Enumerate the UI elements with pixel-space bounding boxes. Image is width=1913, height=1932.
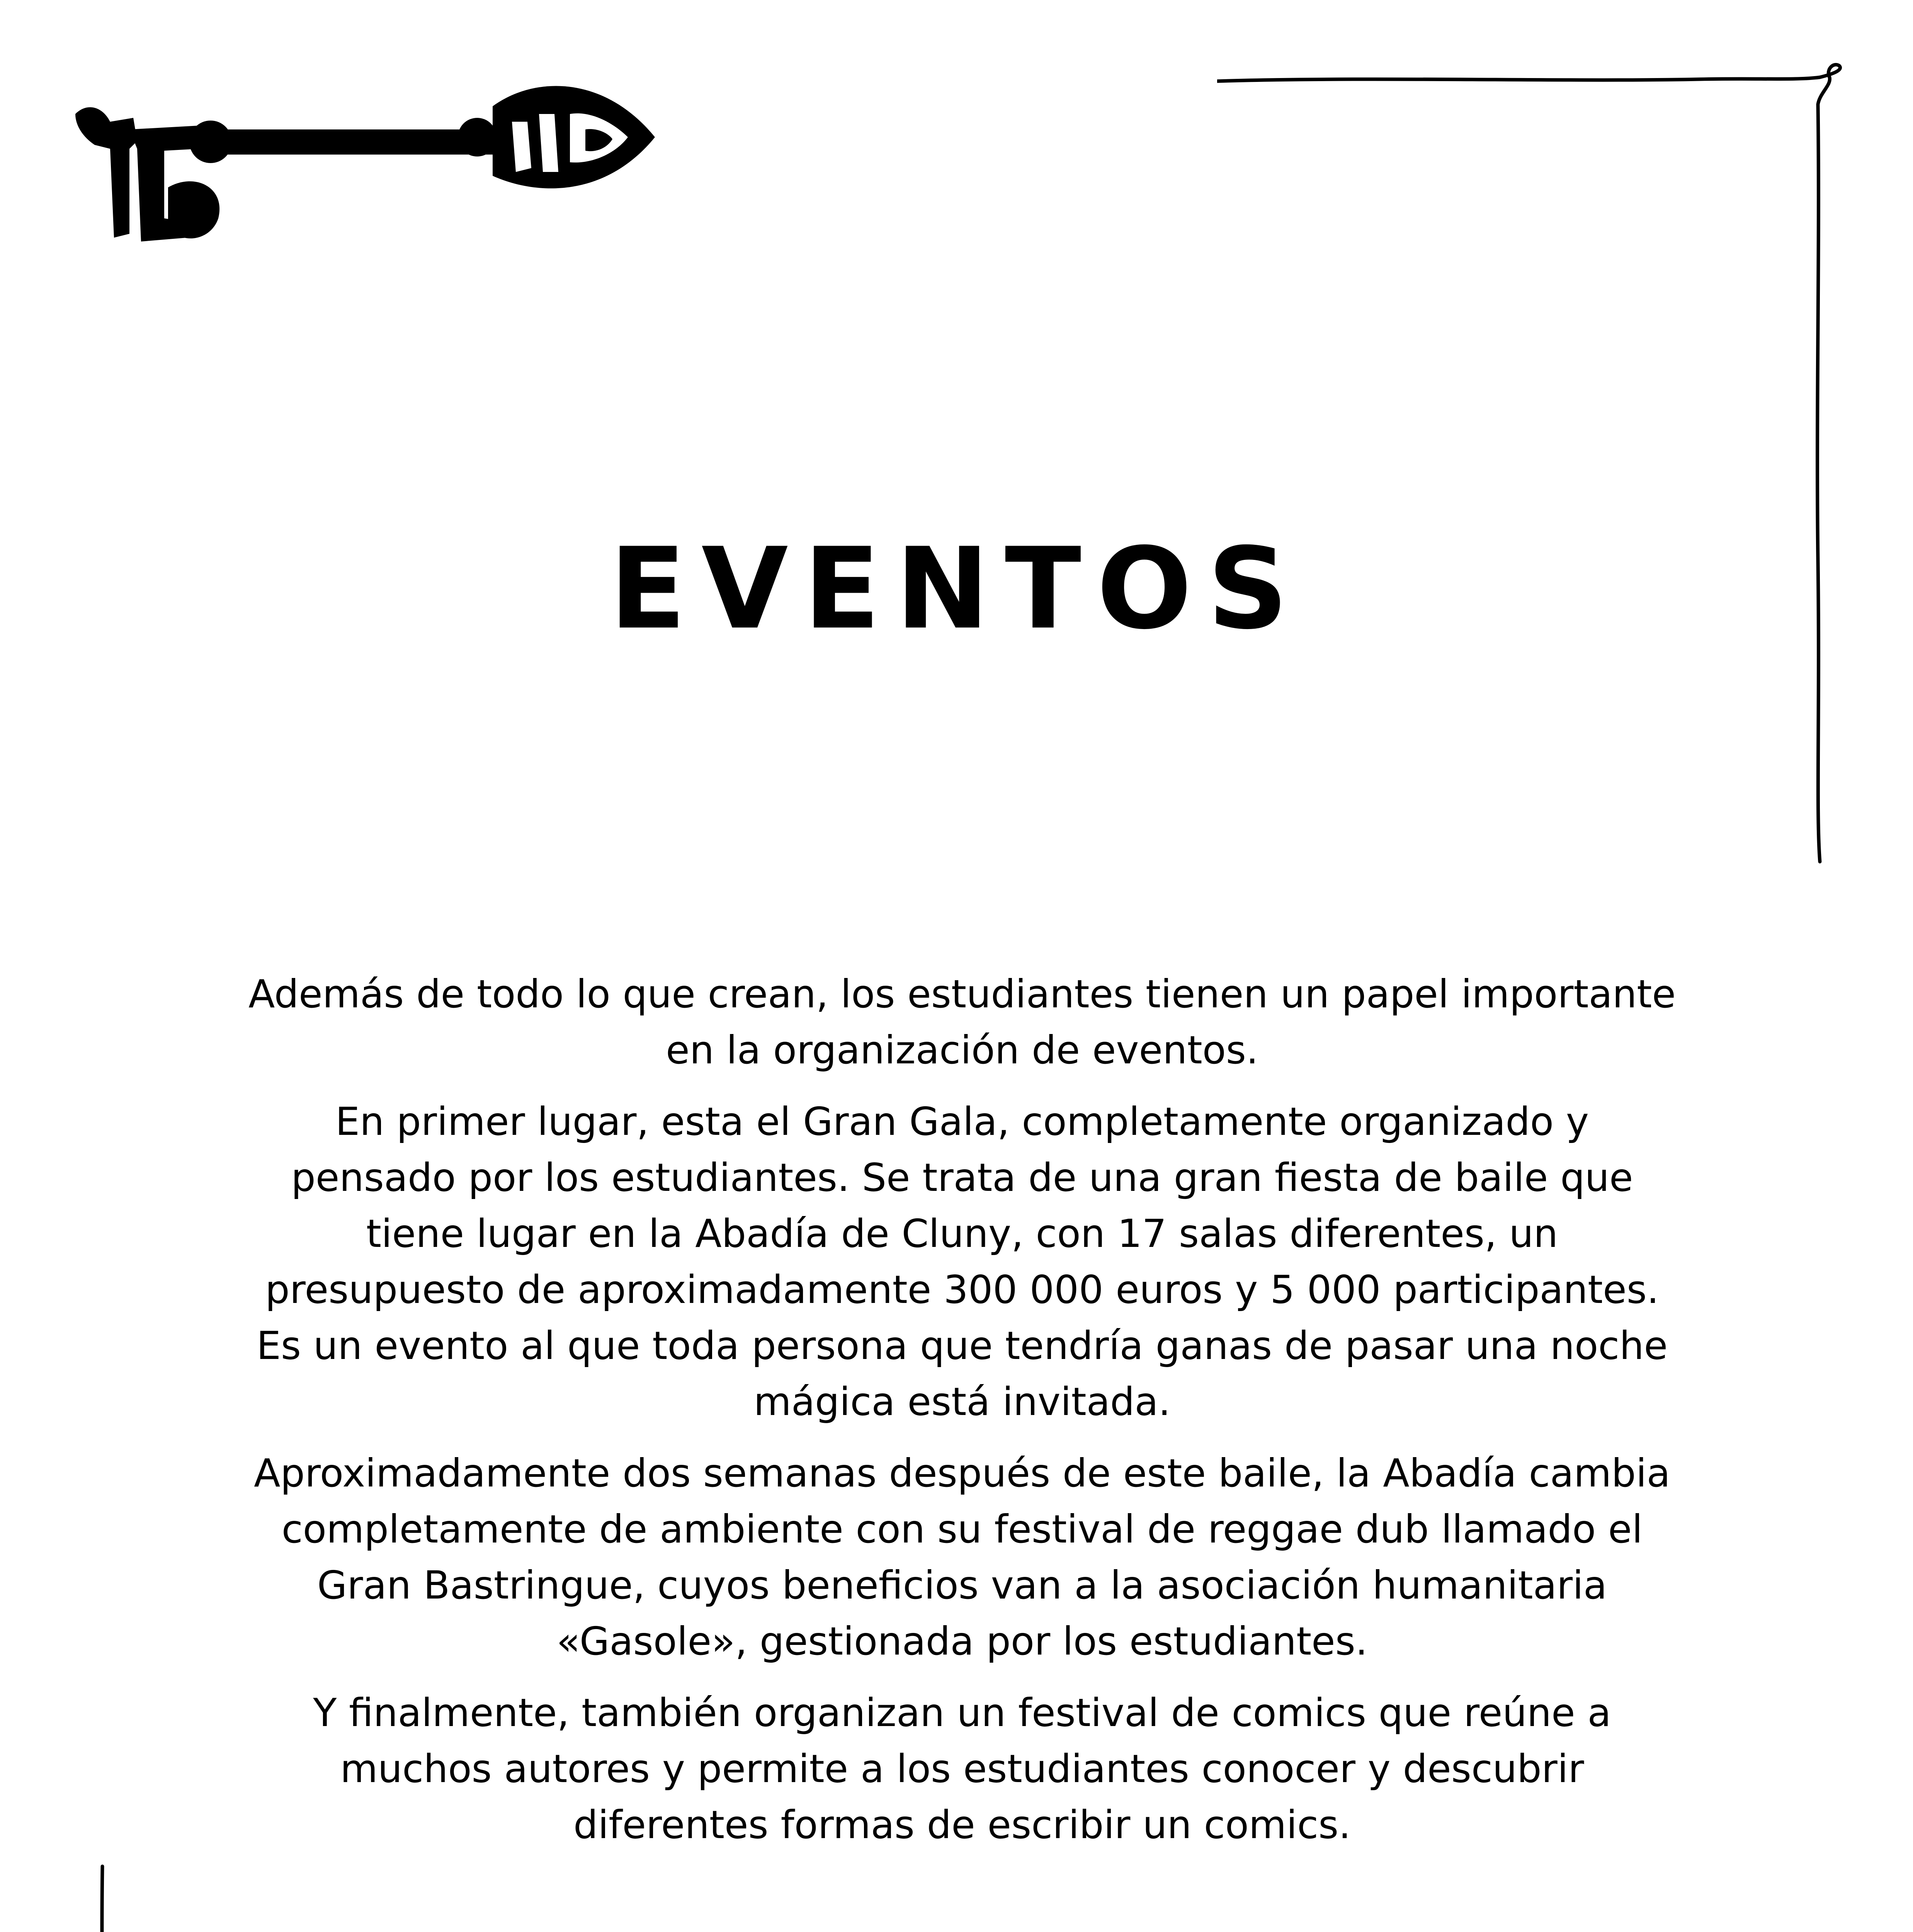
paragraph: Aproximadamente dos semanas después de este baile, la Abadía cambia completamente de ambiente con su festival de reggae dub llamado el Gran Bastringue, cuyos beneficios van a la asociación humanitaria «Gasole», gestionada por los estudiantes. [254,1451,1670,1664]
page-title: EVENTOS [609,524,1304,654]
paragraph: Además de todo lo que crean, los estudiantes tienen un papel importante en la organización de eventos. [248,971,1676,1073]
paragraph: En primer lugar, esta el Gran Gala, completamente organizado y pensado por los estudiantes. Se trata de una gran fiesta de baile que tiene lugar en la Abadía de Cluny, con 17 salas diferentes, un presupuesto de aproximadamente 300 000 euros y 5 000 participantes. Es un evento al que toda persona que tendría ganas de pasar una noche mágica está invitada. [256,1099,1668,1424]
body-text [247,966,1677,1868]
frame-line-bottom-left [70,1855,707,1932]
paragraph: Y finalmente, también organizan un festival de comics que reúne a muchos autores y permite a los estudiantes conocer y descubrir diferentes formas de escribir un comics. [313,1690,1611,1847]
frame-line-top-right [1217,58,1855,869]
key-icon [71,71,659,249]
